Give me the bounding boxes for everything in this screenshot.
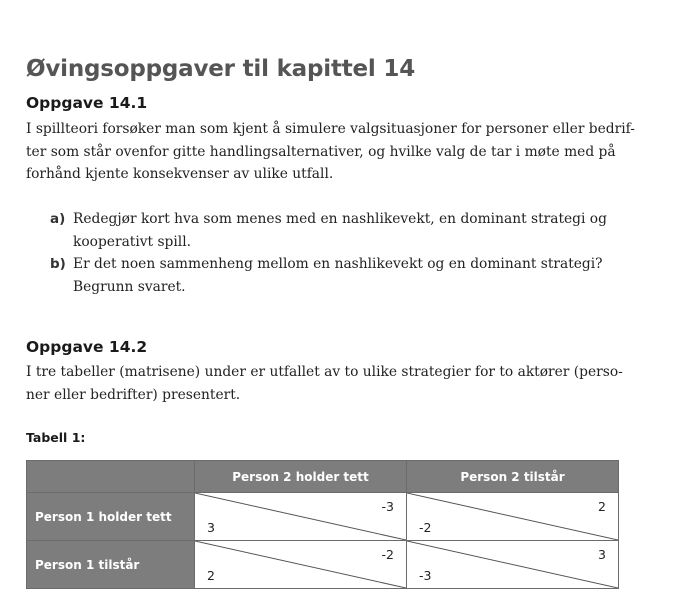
question-line: Redegjør kort hva som menes med en nashlikevekt, en dominant strategi og: [73, 211, 607, 227]
person-1-payoff: -2: [419, 520, 432, 535]
cell-diagonal-line: [407, 493, 618, 540]
cell-diagonal-line: [195, 541, 406, 588]
exercise-14-2-heading: Oppgave 14.2: [26, 338, 148, 356]
cell-diagonal-line: [195, 493, 406, 540]
intro-line: I tre tabeller (matrisene) under er utfallet av to ulike strategier for to aktører (perso-: [26, 364, 623, 380]
question-marker: b): [50, 256, 66, 272]
table-header-row: [27, 461, 619, 493]
person-1-payoff: -3: [419, 568, 432, 583]
row-header: Person 1 tilstår: [27, 541, 195, 589]
table-row: [27, 493, 619, 541]
intro-line: forhånd kjente konsekvenser av ulike utfall.: [26, 166, 334, 182]
exercise-14-1-intro: [26, 118, 642, 186]
table-row: [27, 541, 619, 589]
question-b: [50, 253, 650, 298]
question-line: Er det noen sammenheng mellom en nashlikevekt og en dominant strategi?: [73, 256, 603, 272]
person-1-payoff: 2: [207, 568, 215, 583]
person-2-payoff: 3: [598, 547, 606, 562]
table-corner-cell: [27, 461, 195, 493]
intro-line: ner eller bedrifter) presentert.: [26, 386, 241, 403]
column-header: Person 2 tilstår: [407, 461, 619, 493]
payoff-cell: [407, 493, 619, 541]
payoff-cell: [195, 541, 407, 589]
table-1-caption: Tabell 1:: [26, 430, 86, 445]
person-2-payoff: -2: [381, 547, 394, 562]
intro-line: ter som står ovenfor gitte handlingsalternativer, og hvilke valg de tar i møte med på: [26, 143, 616, 160]
question-marker: a): [50, 211, 66, 227]
payoff-cell: [407, 541, 619, 589]
question-a: [50, 208, 650, 253]
payoff-cell: [195, 493, 407, 541]
row-header: Person 1 holder tett: [27, 493, 195, 541]
payoff-matrix-table: [26, 460, 619, 589]
exercise-14-2-intro: [26, 361, 642, 406]
chapter-title: Øvingsoppgaver til kapittel 14: [26, 56, 416, 82]
column-header: Person 2 holder tett: [195, 461, 407, 493]
exercise-14-1-heading: Oppgave 14.1: [26, 94, 148, 112]
question-line: kooperativt spill.: [73, 233, 192, 250]
person-2-payoff: 2: [598, 499, 606, 514]
question-line: Begrunn svaret.: [73, 278, 186, 295]
person-2-payoff: -3: [381, 499, 394, 514]
cell-diagonal-line: [407, 541, 618, 588]
intro-line: I spillteori forsøker man som kjent å simulere valgsituasjoner for personer eller bedrif-: [26, 121, 635, 137]
exercise-14-1-questions: [50, 208, 650, 298]
person-1-payoff: 3: [207, 520, 215, 535]
